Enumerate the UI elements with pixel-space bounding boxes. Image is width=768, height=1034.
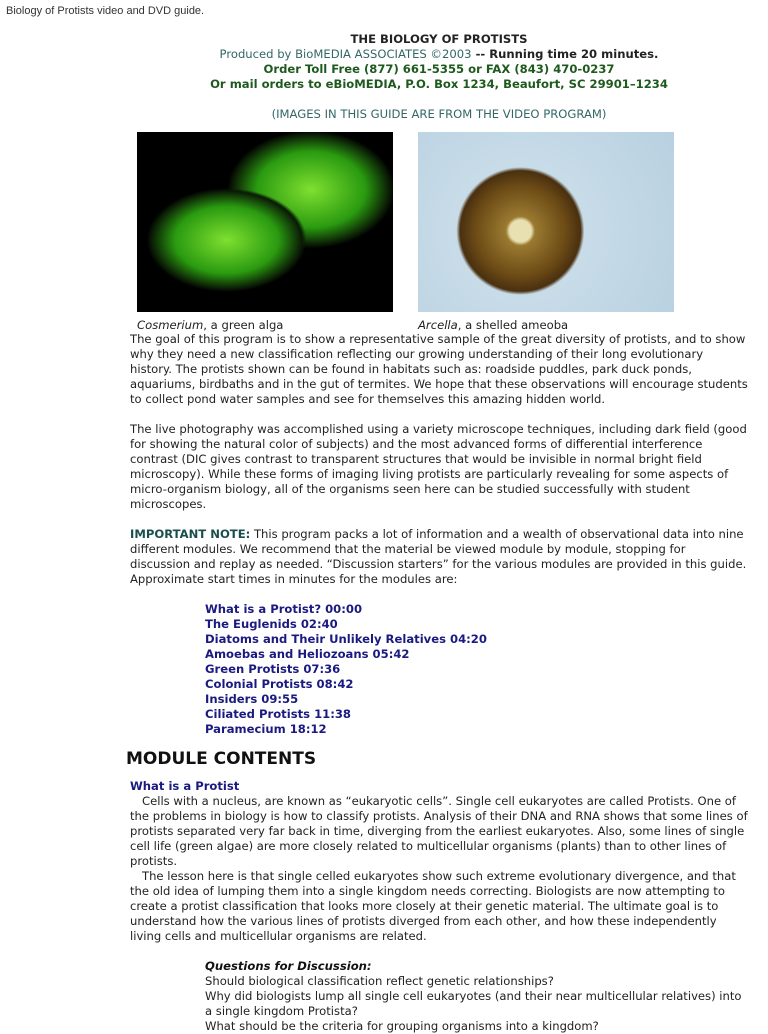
section-paragraph: Cells with a nucleus, are known as “eukaryotic cells”. Single cell eukaryotes are called Protists. One of the problems in biology is how to classify protists. Analysis of their DNA and RNA shows that some lines of protists separated very far back in time, diverging from the earliest eukaryotes. Also, some lines of single cell life (green algae) are more closely related to multicellular organisms (plants) than to other lines of protists.: [130, 794, 748, 868]
question: Why did biologists lump all single cell eukaryotes (and their near multicellular relatives) into a single kingdom Protista?: [205, 989, 742, 1018]
window-title: Biology of Protists video and DVD guide.: [6, 5, 205, 17]
module-item: Green Protists 07:36: [205, 662, 341, 676]
module-list: [130, 602, 748, 737]
module-item: Amoebas and Heliozoans 05:42: [205, 647, 410, 661]
caption-cosmerium: Cosmerium, a green alga: [137, 318, 284, 332]
discussion-questions: [130, 959, 748, 1034]
order-line: Order Toll Free (877) 661-5355 or FAX (843) 470-0237: [263, 62, 615, 76]
module-item: Ciliated Protists 11:38: [205, 707, 351, 721]
caption-arcella: Arcella, a shelled ameoba: [418, 318, 569, 332]
module-item: Colonial Protists 08:42: [205, 677, 354, 691]
image-row: [130, 132, 748, 332]
images-note: (IMAGES IN THIS GUIDE ARE FROM THE VIDEO PROGRAM): [271, 107, 607, 121]
arcella-image: [418, 132, 674, 312]
intro-paragraph: The goal of this program is to show a representative sample of the great diversity of protists, and to show why they need a new classification reflecting our growing understanding of their long evolutionary history. The protists shown can be found in habitats such as: roadside puddles, park duck ponds, aquariums, birdbaths and in the gut of termites. We hope that these observations will encourage students to collect pond water samples and see for themselves this amazing hidden world.: [130, 332, 748, 406]
questions-title: Questions for Discussion:: [205, 959, 372, 973]
section-paragraph: The lesson here is that single celled eukaryotes show such extreme evolutionary divergence, and that the old idea of lumping them into a single kingdom needs correcting. Biologists are now attempting to create a protist classification that looks more closely at their genetic material. The ultimate goal is to understand how the various lines of protists diverged from each other, and how these independently living cells and multicellular organisms are related.: [130, 869, 736, 943]
module-contents-heading: MODULE CONTENTS: [126, 749, 317, 769]
module-item: Diatoms and Their Unlikely Relatives 04:20: [205, 632, 487, 646]
module-item: Insiders 09:55: [205, 692, 299, 706]
important-note: IMPORTANT NOTE: This program packs a lot of information and a wealth of observational data into nine different modules. We recommend that the material be viewed module by module, stopping for discussion and replay as needed. “Discussion starters” for the various modules are provided in this guide. Approximate start times in minutes for the modules are:: [130, 527, 747, 586]
question: Should biological classification reflect genetic relationships?: [205, 974, 554, 988]
cosmerium-image: [137, 132, 393, 312]
section-title: What is a Protist: [130, 779, 240, 793]
doc-title: THE BIOLOGY OF PROTISTS: [350, 32, 528, 46]
module-item: Paramecium 18:12: [205, 722, 327, 736]
module-item: The Euglenids 02:40: [205, 617, 338, 631]
photography-paragraph: The live photography was accomplished using a variety microscope techniques, including dark field (good for showing the natural color of subjects) and the most advanced forms of differential interference contrast (DIC gives contrast to transparent structures that would be invisible in normal bright field microscopy). While these forms of imaging living protists are particularly revealing for some aspects of micro-organism biology, all of the organisms seen here can be studied successfully with student microscopes.: [130, 422, 747, 511]
question: What should be the criteria for grouping organisms into a kingdom?: [205, 1019, 599, 1033]
producer-line: Produced by BioMEDIA ASSOCIATES ©2003 -- Running time 20 minutes.: [219, 47, 659, 61]
document: [126, 32, 748, 1034]
mail-line: Or mail orders to eBioMEDIA, P.O. Box 1234, Beaufort, SC 29901–1234: [210, 77, 668, 91]
module-item: What is a Protist? 00:00: [205, 602, 363, 616]
